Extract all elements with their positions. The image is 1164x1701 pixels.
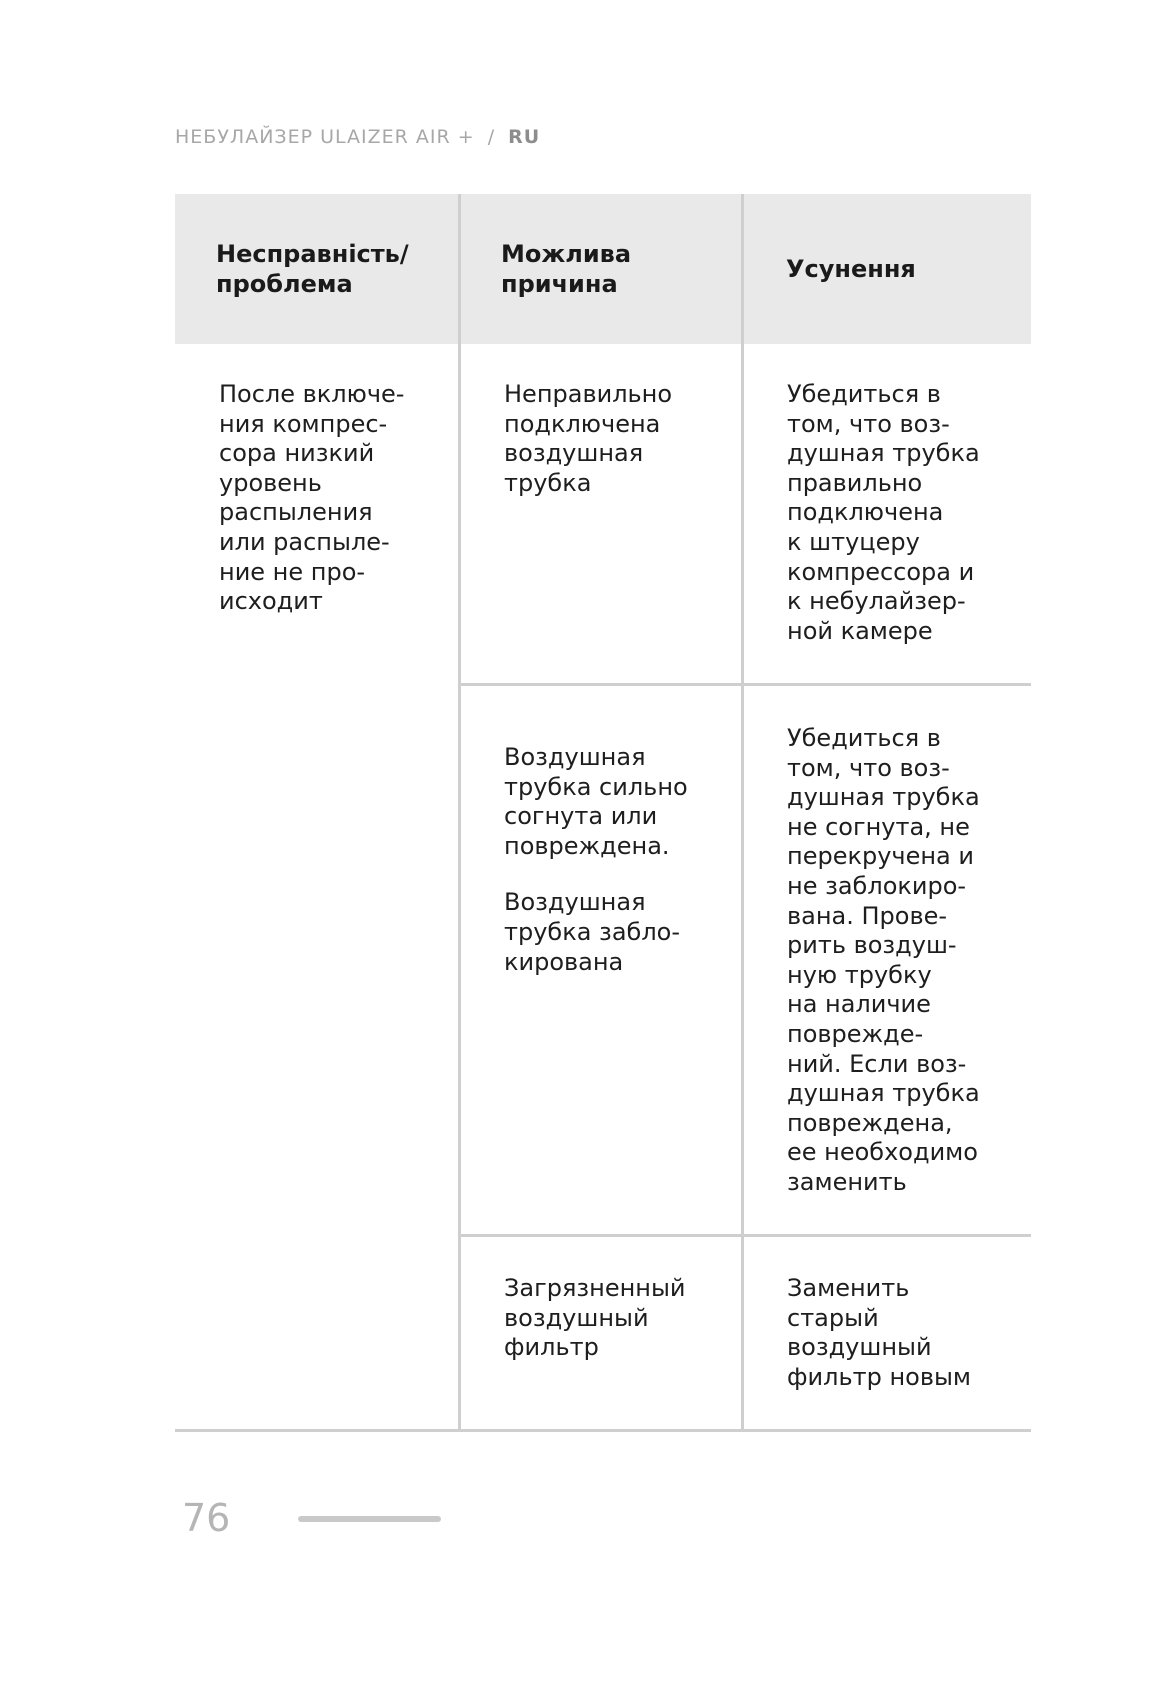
cause-cell — [504, 724, 739, 996]
problem-cell: После включе- ния компрес- сора низкий уровень распыления или распыле- ние не про- исходит — [219, 380, 405, 616]
column-divider-2 — [741, 194, 744, 1432]
table-bottom-border — [175, 1429, 1031, 1432]
column-header-solution: Усунення — [786, 255, 916, 283]
column-divider-1 — [458, 194, 461, 1432]
solution-cell: Заменить старый воздушный фильтр новым — [787, 1274, 972, 1391]
column-header-cause: Можлива причина — [501, 240, 632, 298]
page-number: 76 — [182, 1496, 231, 1540]
running-header-separator: / — [487, 126, 496, 148]
running-header-language: RU — [508, 126, 541, 148]
row-divider-2 — [461, 1234, 1031, 1237]
solution-cell: Убедиться в том, что воз- душная трубка не согнута, не перекручена и не заблокиро- вана. Прове- рить воздуш- ную трубку на наличие поврежде- ний. Если воз- душная трубка повреждена, ее необходимо заменить — [787, 724, 980, 1196]
troubleshooting-table — [175, 194, 1031, 1434]
footer-decoration-bar — [298, 1516, 441, 1522]
row-divider-1 — [461, 683, 1031, 686]
cause-cell: Неправильно подключена воздушная трубка — [504, 380, 673, 497]
cause-paragraph: Воздушная трубка сильно согнута или повреждена. — [504, 743, 688, 860]
cause-cell: Загрязненный воздушный фильтр — [504, 1274, 686, 1362]
running-header — [175, 126, 540, 148]
running-header-title: НЕБУЛАЙЗЕР ULAIZER AIR + — [175, 126, 475, 148]
cause-paragraph: Воздушная трубка забло- кирована — [504, 888, 681, 976]
column-header-problem: Несправність/ проблема — [216, 240, 409, 298]
solution-cell: Убедиться в том, что воз- душная трубка правильно подключена к штуцеру компрессора и к небулайзер- ной камере — [787, 380, 980, 645]
